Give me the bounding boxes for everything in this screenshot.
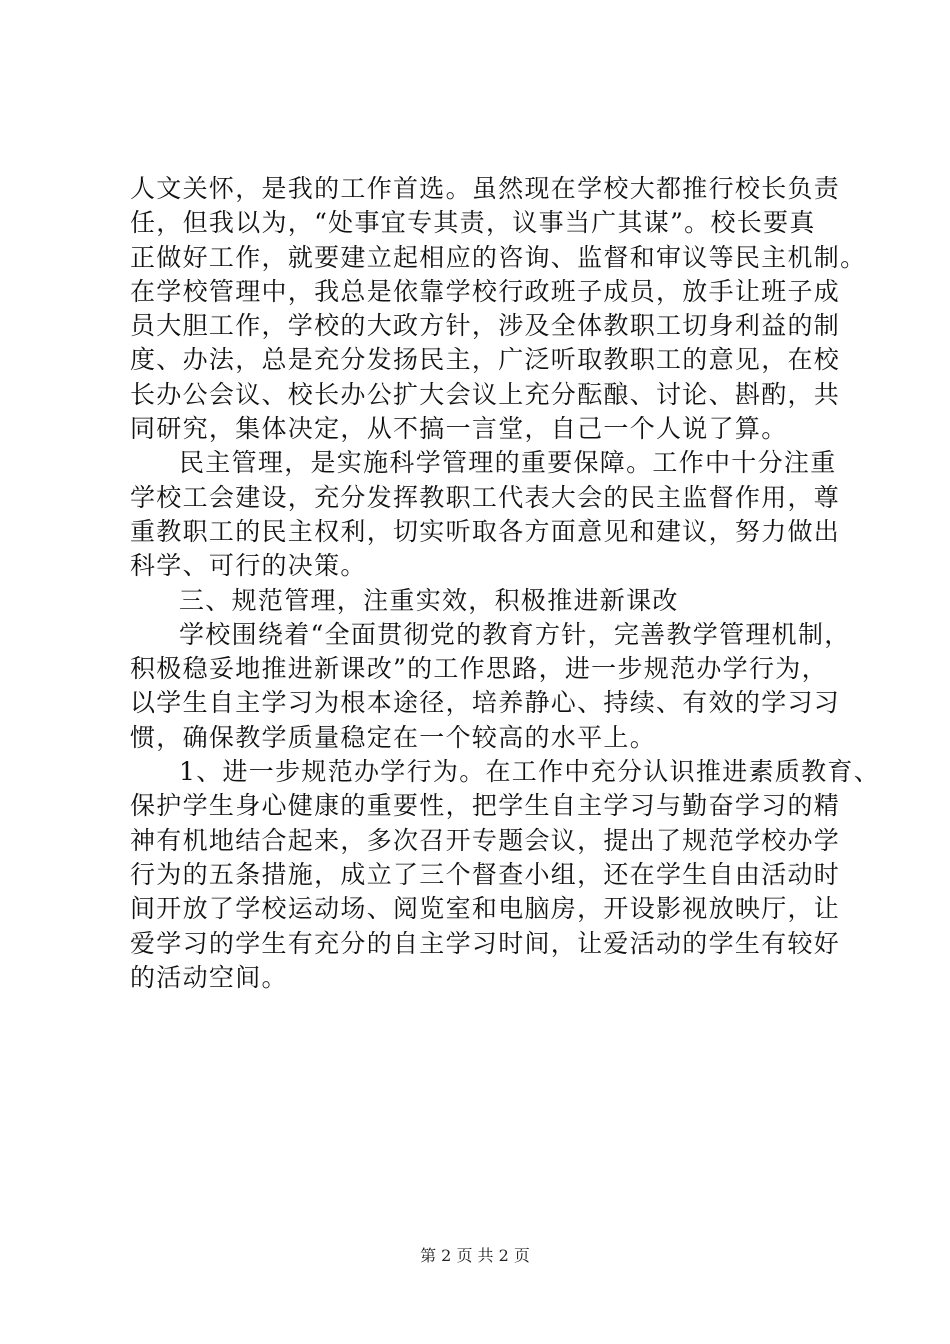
section-heading: 三、规范管理，注重实效，积极推进新课改 bbox=[179, 585, 679, 615]
text-line: 员大胆工作，学校的大政方针，涉及全体教职工切身利益的制 bbox=[130, 311, 841, 341]
text-line: 间开放了学校运动场、阅览室和电脑房，开设影视放映厅，让 bbox=[130, 894, 841, 924]
text-line: 保护学生身心健康的重要性，把学生自主学习与勤奋学习的精 bbox=[130, 791, 841, 821]
text-line: 长办公会议、校长办公扩大会议上充分酝酿、讨论、斟酌，共 bbox=[130, 379, 841, 409]
text-line: 在学校管理中，我总是依靠学校行政班子成员，放手让班子成 bbox=[130, 276, 841, 306]
text-line: 正做好工作，就要建立起相应的咨询、监督和审议等民主机制。 bbox=[130, 242, 867, 272]
paragraph-start-line: 民主管理，是实施科学管理的重要保障。工作中十分注重 bbox=[179, 448, 837, 478]
paragraph-start-line: 1、进一步规范办学行为。在工作中充分认识推进素质教育、 bbox=[179, 757, 881, 787]
paragraph-start-line: 学校围绕着“全面贯彻党的教育方针，完善教学管理机制， bbox=[179, 619, 851, 649]
text-line: 积极稳妥地推进新课改”的工作思路，进一步规范办学行为， bbox=[130, 654, 828, 684]
text-line: 以学生自主学习为根本途径，培养静心、持续、有效的学习习 bbox=[130, 688, 841, 718]
text-line: 度、办法，总是充分发扬民主，广泛听取教职工的意见，在校 bbox=[130, 345, 841, 375]
text-line: 任，但我以为，“处事宜专其责，议事当广其谋”。校长要真 bbox=[130, 208, 816, 238]
text-line: 同研究，集体决定，从不搞一言堂，自己一个人说了算。 bbox=[130, 414, 788, 444]
text-line: 学校工会建设，充分发挥教职工代表大会的民主监督作用，尊 bbox=[130, 482, 841, 512]
text-line: 神有机地结合起来，多次召开专题会议，提出了规范学校办学 bbox=[130, 825, 841, 855]
text-line: 行为的五条措施，成立了三个督查小组，还在学生自由活动时 bbox=[130, 859, 841, 889]
text-line: 人文关怀，是我的工作首选。虽然现在学校大都推行校长负责 bbox=[130, 174, 841, 203]
text-line: 的活动空间。 bbox=[130, 962, 288, 992]
text-line: 科学、可行的决策。 bbox=[130, 551, 367, 581]
text-line: 爱学习的学生有充分的自主学习时间，让爱活动的学生有较好 bbox=[130, 928, 841, 958]
text-line: 惯，确保教学质量稳定在一个较高的水平上。 bbox=[130, 722, 657, 752]
text-line: 重教职工的民主权利，切实听取各方面意见和建议，努力做出 bbox=[130, 516, 841, 546]
document-body bbox=[130, 172, 881, 995]
page-number-footer: 第 2 页 共 2 页 bbox=[420, 1246, 530, 1265]
